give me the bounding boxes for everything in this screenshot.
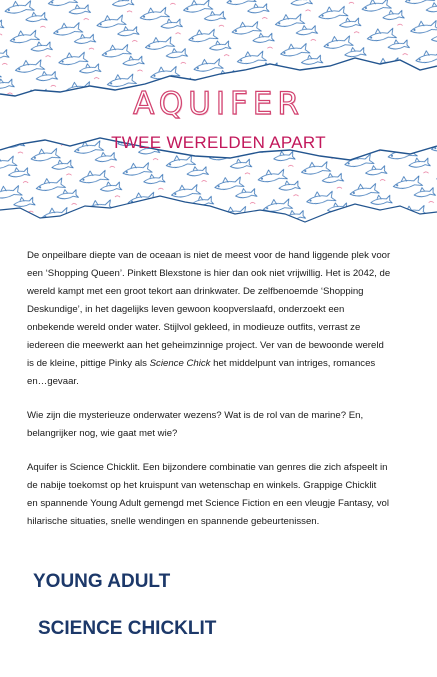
text-line: en spannende Young Adult gemengd met Science Fiction en een vleugje Fantasy, vol (27, 498, 389, 509)
text-line: wereld kampt met een groot tekort aan drinkwater. De zelfbenoemde ‘Shopping (27, 286, 364, 297)
text-line: en…gevaar. (27, 376, 79, 387)
science-chick-emphasis: Science Chick (149, 358, 211, 369)
genre-science-chicklit: SCIENCE CHICKLIT (38, 618, 217, 639)
blurb (27, 247, 410, 547)
book-subtitle: TWEE WERELDEN APART (111, 133, 326, 152)
text-line: belangrijker nog, wie gaat met wie? (27, 428, 178, 439)
text-line: onbekende wereld onder water. Stijlvol gekleed, in modieuze outfits, verrast ze (27, 322, 361, 333)
text-line: de nabije toekomst op het kruispunt van wetenschap en winkels. Grappige Chicklit (27, 480, 377, 491)
text-line (27, 355, 410, 373)
text-line: iedereen die meewerkt aan het geheimzinnige project. Ver van de bewoonde wereld (27, 340, 384, 351)
blurb-paragraph-1 (27, 247, 410, 391)
text-line: De onpeilbare diepte van de oceaan is niet de meest voor de hand liggende plek voor (27, 250, 391, 261)
book-title: AQUIFER (133, 86, 304, 122)
text-segment: het middelpunt van intriges, romances (210, 358, 376, 369)
text-line: een ‘Shopping Queen’. Pinkett Blexstone is hier dan ook niet vrijwillig. Het is 2042, de (27, 268, 391, 279)
blurb-paragraph-3 (27, 459, 410, 531)
genre-young-adult: YOUNG ADULT (33, 571, 171, 592)
blurb-paragraph-2 (27, 407, 410, 443)
text-segment: is de kleine, pittige Pinky als (27, 358, 150, 369)
text-line: Wie zijn die mysterieuze onderwater wezens? Wat is de rol van de marine? En, (27, 410, 364, 421)
text-line: Deskundige’, in het dagelijks leven gewoon koopverslaafd, onderzoekt een (27, 304, 345, 315)
text-line: hilarische situaties, snelle wendingen en spannende gebeurtenissen. (27, 516, 320, 527)
text-line: Aquifer is Science Chicklit. Een bijzondere combinatie van genres die zich afspeelt in (27, 462, 388, 473)
